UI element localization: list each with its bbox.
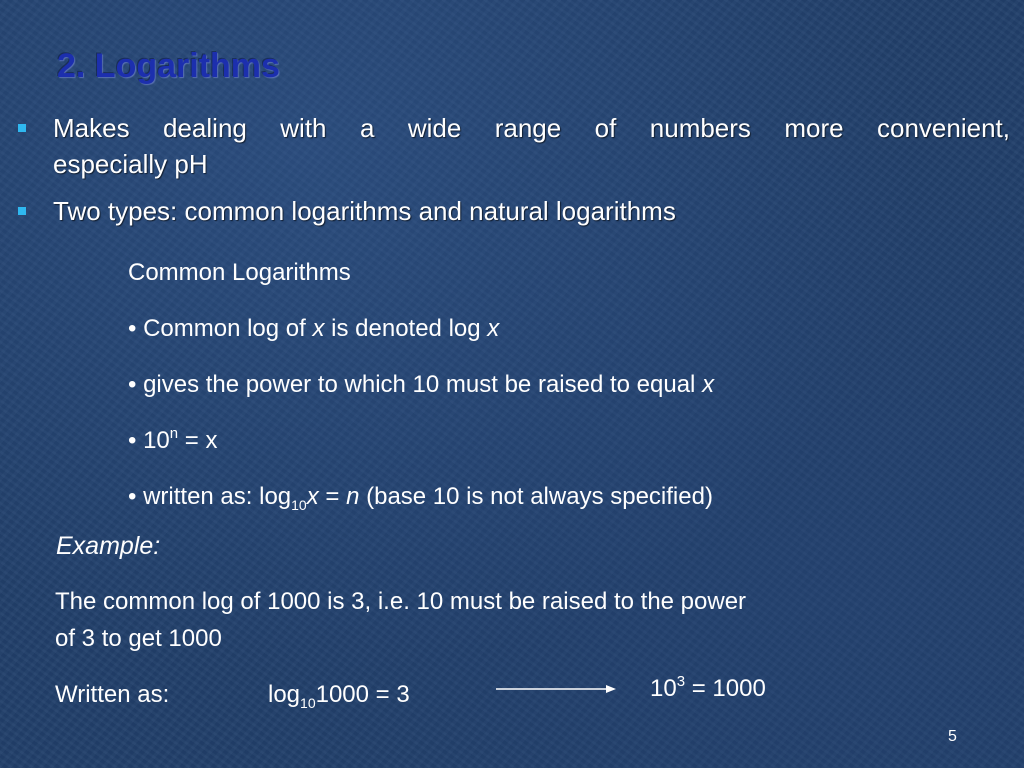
point-power: [128, 370, 714, 400]
subheading: Common Logarithms: [128, 259, 351, 286]
text-span: is denoted log: [324, 315, 488, 342]
point-written: [128, 482, 713, 512]
right-arrow-icon: [494, 680, 619, 698]
subscript: 10: [291, 497, 307, 513]
text-span: 1000 = 3: [315, 681, 410, 708]
example-line-2: of 3 to get 1000: [55, 625, 222, 652]
variable: x: [306, 483, 319, 510]
bullet-text: Two types: common logarithms and natural logarithms: [53, 196, 676, 226]
page-number: 5: [948, 728, 957, 745]
text-span: • 10: [128, 427, 170, 454]
exponent-result: [650, 674, 766, 704]
text-span: = x: [178, 427, 218, 454]
text-span: (base 10 is not always specified): [359, 483, 713, 510]
text-span: log: [268, 681, 301, 708]
bullet-line: Makes dealing with a wide range of numbers more convenient,: [53, 113, 1010, 143]
slide-title: 2. Logarithms: [57, 47, 280, 85]
variable: x: [487, 315, 500, 342]
bullet-item-2: [18, 193, 1010, 229]
bullet-item-1: [18, 110, 1010, 182]
log-expression: [268, 680, 410, 710]
bullet-text: [53, 110, 1010, 182]
text-span: • written as: log: [128, 483, 292, 510]
text-span: • gives the power to which 10 must be raised to equal: [128, 371, 703, 398]
point-denoted: [128, 314, 499, 344]
text-span: 10: [650, 675, 677, 702]
text-span: = 1000: [685, 675, 766, 702]
bullet-line: especially pH: [53, 149, 208, 179]
subscript: 10: [300, 695, 316, 711]
superscript: 3: [676, 673, 686, 690]
variable: x: [702, 371, 715, 398]
variable: n: [346, 483, 360, 510]
written-as-label: Written as:: [55, 681, 170, 708]
superscript: n: [169, 425, 179, 442]
example-label: Example:: [56, 532, 161, 560]
variable: x: [312, 315, 325, 342]
text-span: • Common log of: [128, 315, 313, 342]
text-span: =: [318, 483, 347, 510]
point-exponent: [128, 426, 217, 456]
square-bullet-icon: [18, 207, 26, 215]
square-bullet-icon: [18, 124, 26, 132]
example-line-1: The common log of 1000 is 3, i.e. 10 must be raised to the power: [55, 588, 747, 615]
